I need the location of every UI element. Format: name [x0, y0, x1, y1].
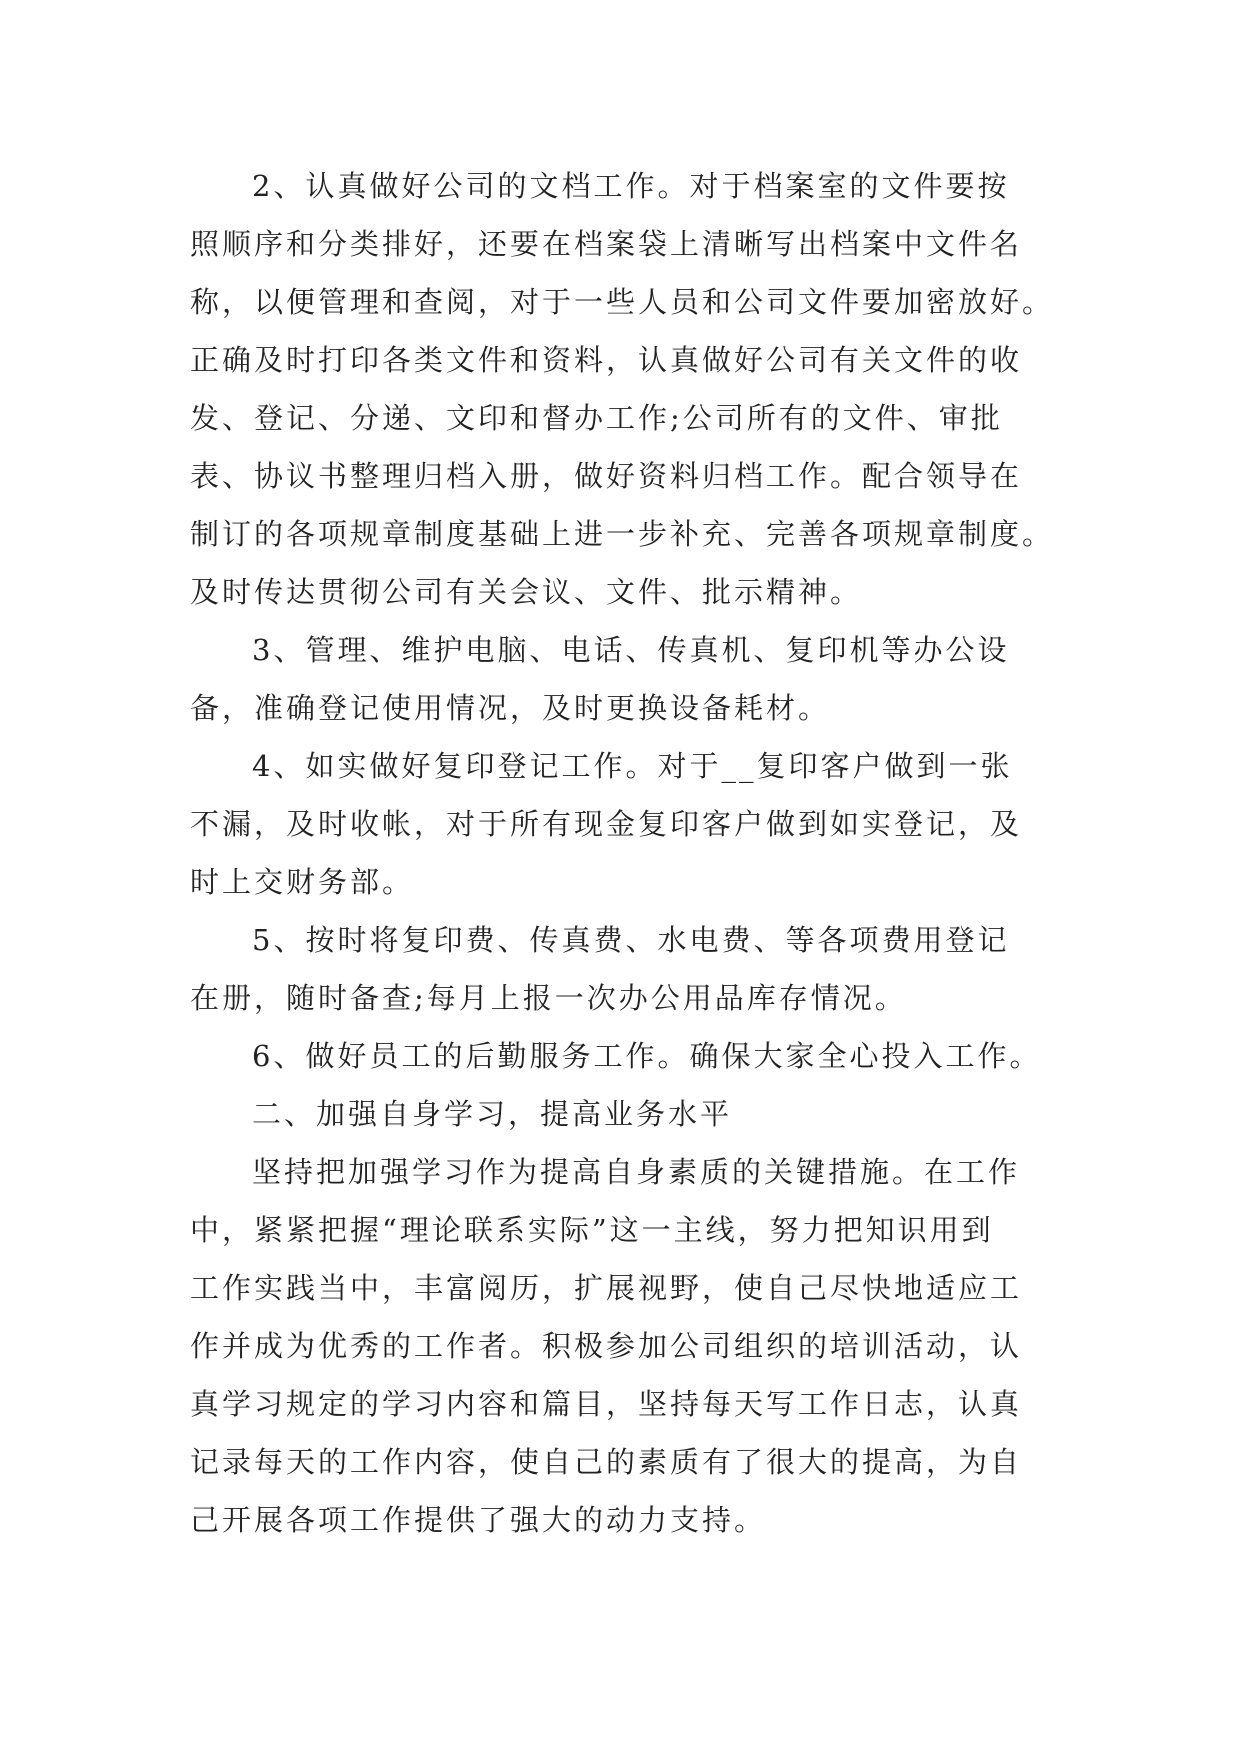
paragraph-study-line-1: 坚持把加强学习作为提高自身素质的关键措施。在工作: [252, 1155, 1021, 1189]
paragraph-study-line-6: 记录每天的工作内容，使自己的素质有了很大的提高，为自: [190, 1445, 1023, 1479]
paragraph-study-line-2: 中，紧紧把握“理论联系实际”这一主线，努力把知识用到: [190, 1213, 994, 1247]
paragraph-6-line-1: 6、做好员工的后勤服务工作。确保大家全心投入工作。: [252, 1039, 1042, 1073]
document-body: [190, 157, 1070, 1549]
paragraph-5-line-2: 在册，随时备查;每月上报一次办公用品库存情况。: [190, 981, 907, 1015]
paragraph-4-line-1: 4、如实做好复印登记工作。对于__复印客户做到一张: [252, 749, 1013, 783]
paragraph-2-line-4: 正确及时打印各类文件和资料，认真做好公司有关文件的收: [190, 343, 1023, 377]
paragraph-study-line-7: 己开展各项工作提供了强大的动力支持。: [190, 1503, 767, 1537]
paragraph-4-line-2: 不漏，及时收帐，对于所有现金复印客户做到如实登记，及: [190, 807, 1023, 841]
paragraph-5-line-1: 5、按时将复印费、传真费、水电费、等各项费用登记: [252, 923, 1010, 957]
paragraph-study-line-5: 真学习规定的学习内容和篇目，坚持每天写工作日志，认真: [190, 1387, 1023, 1421]
paragraph-2-line-5: 发、登记、分递、文印和督办工作;公司所有的文件、审批: [190, 401, 1003, 435]
paragraph-study-line-3: 工作实践当中，丰富阅历，扩展视野，使自己尽快地适应工: [190, 1271, 1023, 1305]
paragraph-2-line-7: 制订的各项规章制度基础上进一步补充、完善各项规章制度。: [190, 517, 1055, 551]
section-heading: 二、加强自身学习，提高业务水平: [252, 1097, 733, 1131]
paragraph-2-line-2: 照顺序和分类排好，还要在档案袋上清晰写出档案中文件名: [190, 227, 1023, 261]
paragraph-4-line-3: 时上交财务部。: [190, 865, 415, 899]
paragraph-3-line-1: 3、管理、维护电脑、电话、传真机、复印机等办公设: [252, 633, 1010, 667]
paragraph-2-line-1: 2、认真做好公司的文档工作。对于档案室的文件要按: [252, 169, 1010, 203]
paragraph-2-line-6: 表、协议书整理归档入册，做好资料归档工作。配合领导在: [190, 459, 1023, 493]
paragraph-2-line-8: 及时传达贯彻公司有关会议、文件、批示精神。: [190, 575, 863, 609]
paragraph-study-line-4: 作并成为优秀的工作者。积极参加公司组织的培训活动，认: [190, 1329, 1023, 1363]
paragraph-2-line-3: 称，以便管理和查阅，对于一些人员和公司文件要加密放好。: [190, 285, 1055, 319]
paragraph-3-line-2: 备，准确登记使用情况，及时更换设备耗材。: [190, 691, 831, 725]
